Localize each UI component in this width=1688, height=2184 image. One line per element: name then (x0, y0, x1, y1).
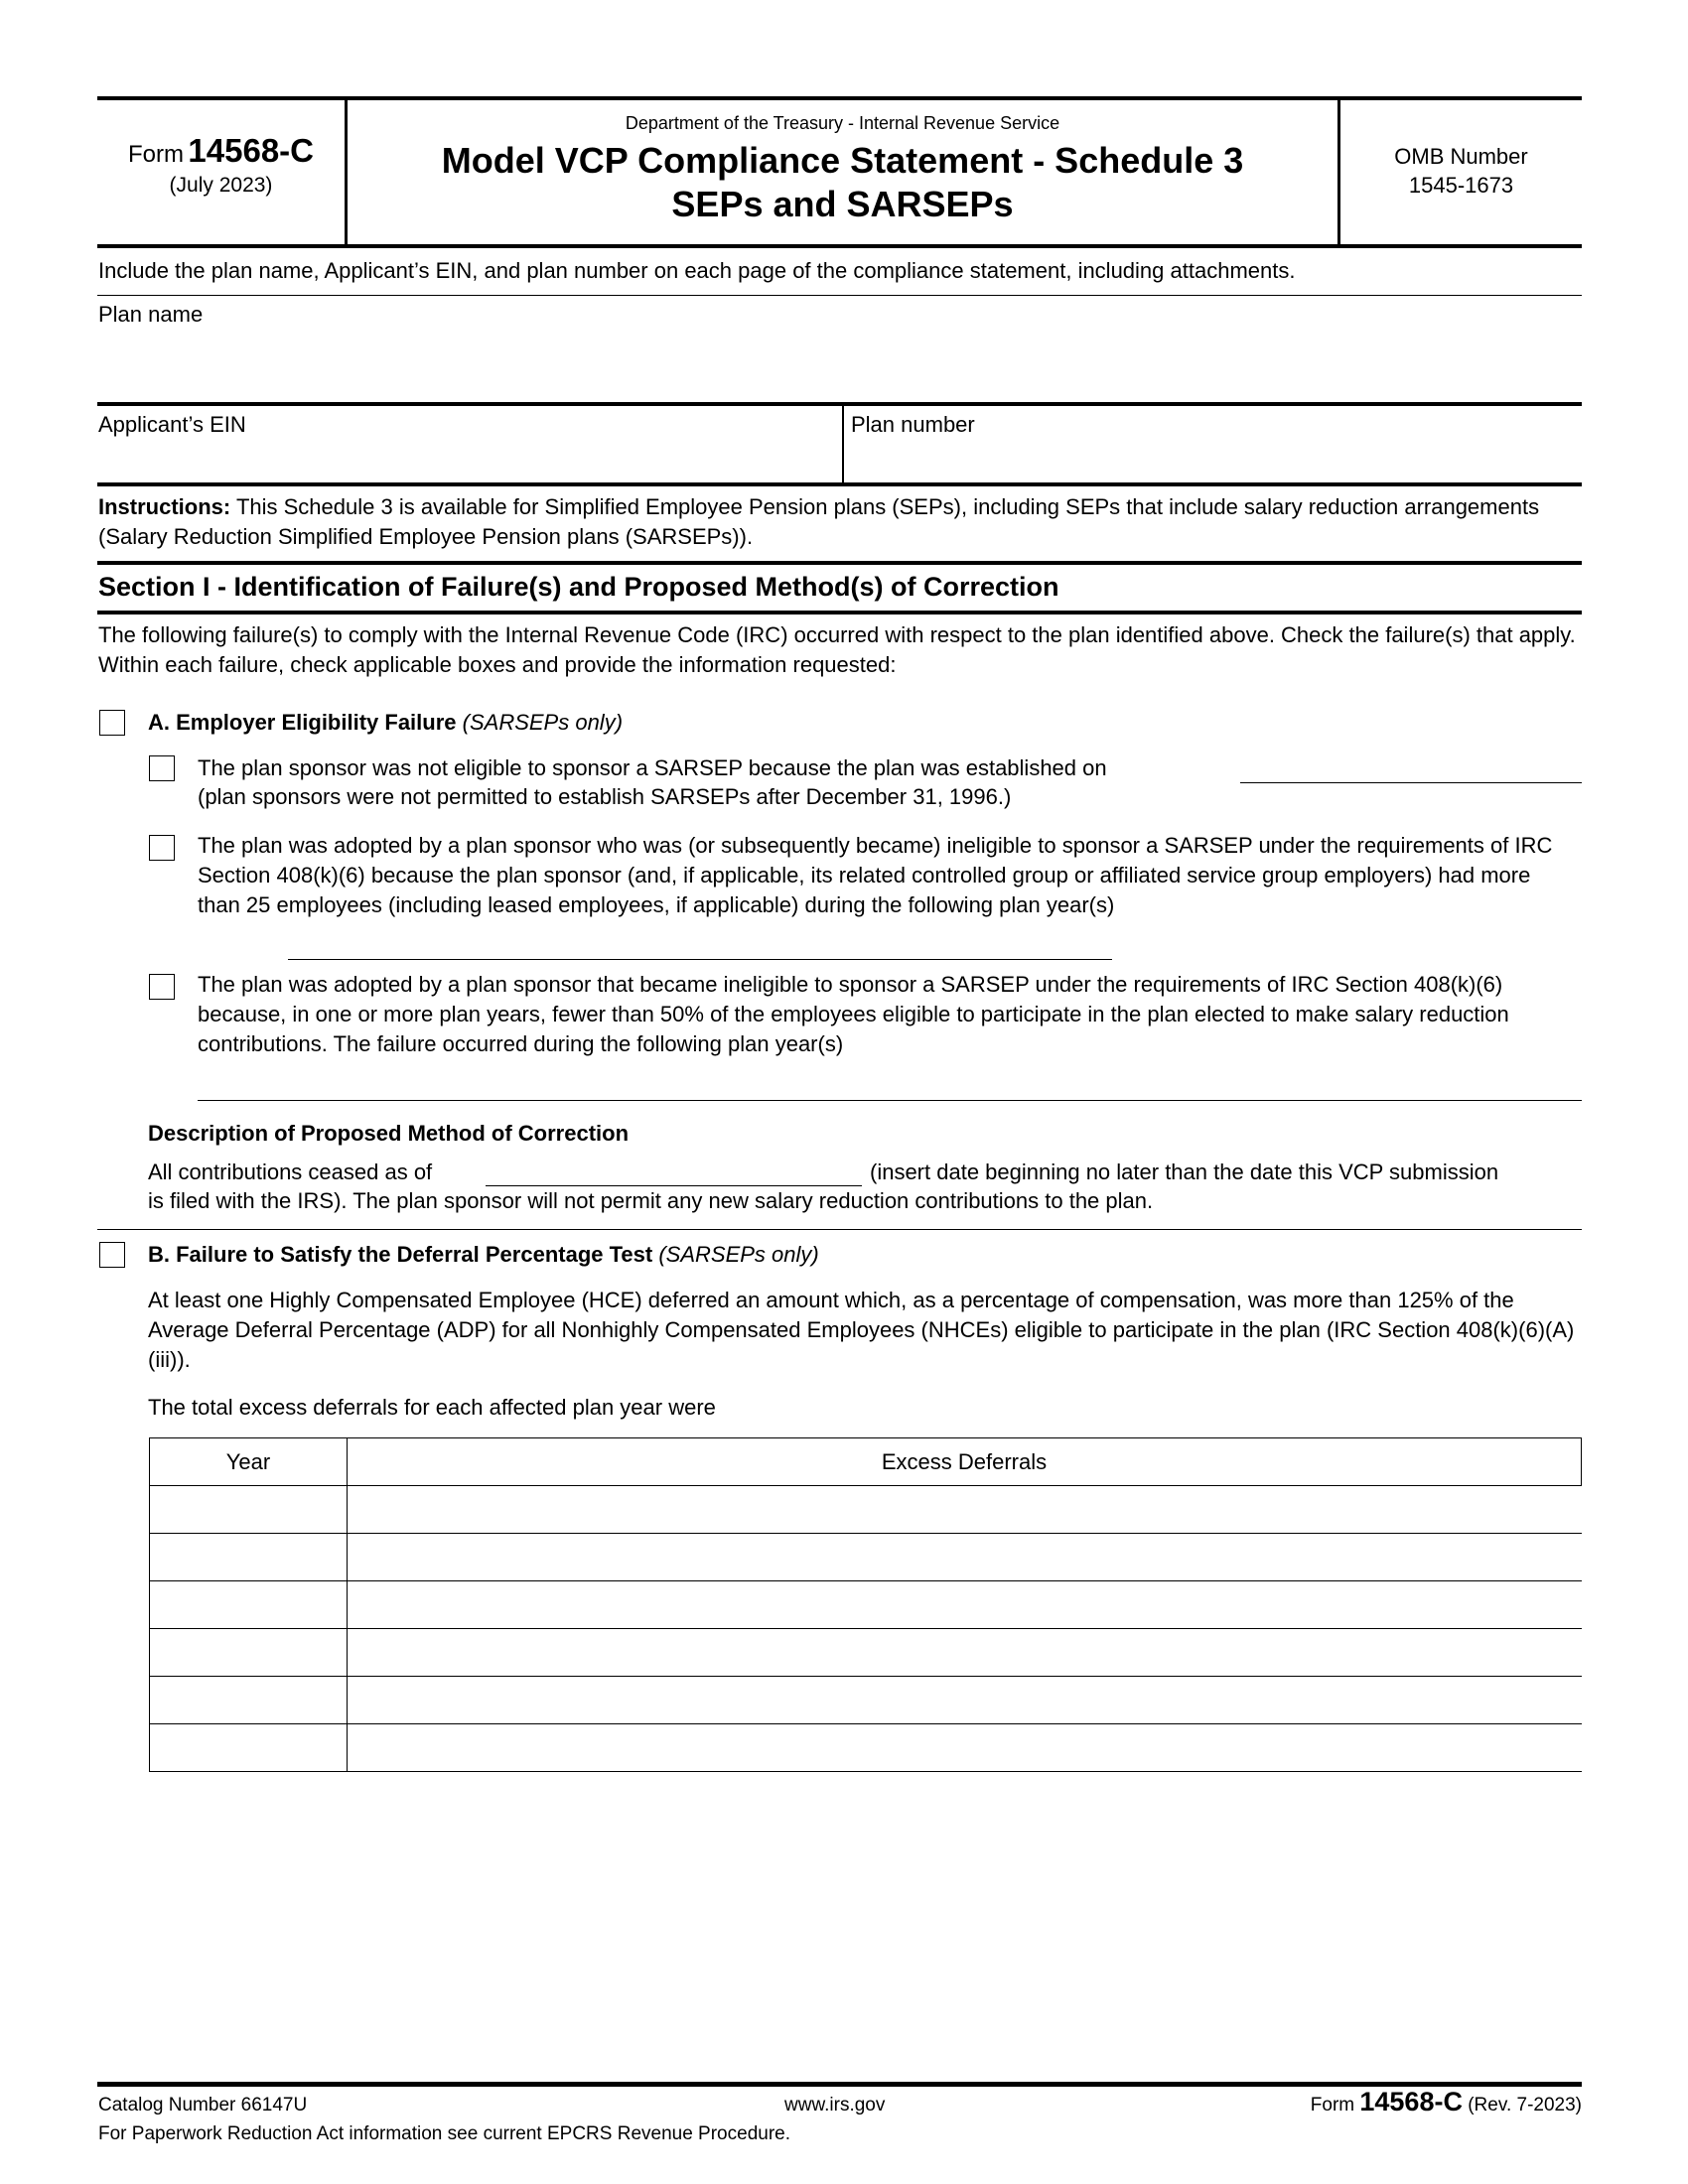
failure-a-checkbox[interactable] (99, 710, 125, 736)
form-title-line1: Model VCP Compliance Statement - Schedule 3 (441, 140, 1244, 181)
instructions-label: Instructions: (98, 494, 231, 519)
excess-deferrals-input[interactable] (348, 1677, 1582, 1724)
section1-title: Section I - Identification of Failure(s) and Proposed Method(s) of Correction (98, 572, 1059, 602)
established-date-input[interactable] (1240, 782, 1582, 783)
instructions-bottom-rule (97, 561, 1582, 565)
failure-a-option3-checkbox[interactable] (149, 974, 175, 1000)
failure-a-bottom-rule (97, 1229, 1582, 1230)
failure-b-description: At least one Highly Compensated Employee (HCE) deferred an amount which, as a percentage of compensation, was more than 125% of the Average Deferral Percentage (ADP) for all Nonhighly Compensated Employees (NHCEs) eligible to participate in the plan (IRC Section 408(k)(6)(A)(iii)). (148, 1288, 1575, 1372)
form-prefix: Form (127, 141, 184, 168)
ein-input[interactable] (97, 440, 840, 481)
correction-suffix: (insert date beginning no later than the date this VCP submission (870, 1160, 1499, 1184)
omb-block (1340, 142, 1582, 200)
form-title-line2: SEPs and SARSEPs (671, 184, 1014, 224)
table-header-row (150, 1438, 1582, 1486)
footer-form-id (1311, 2086, 1582, 2121)
table-row (150, 1486, 1582, 1534)
table-row (150, 1677, 1582, 1724)
title-block (348, 112, 1337, 226)
table-row (150, 1629, 1582, 1677)
year-input[interactable] (150, 1486, 348, 1534)
irs-website[interactable]: www.irs.gov (784, 2095, 886, 2116)
catalog-number: Catalog Number 66147U (98, 2095, 308, 2116)
footer-form-number: 14568-C (1359, 2087, 1463, 2116)
table-row (150, 1724, 1582, 1772)
year-input[interactable] (150, 1534, 348, 1581)
paperwork-notice: For Paperwork Reduction Act information see current EPCRS Revenue Procedure. (98, 2123, 790, 2144)
footer-form-prefix: Form (1310, 2095, 1355, 2116)
form-id-block (97, 132, 345, 198)
failure-a-heading (148, 708, 623, 737)
failure-b-checkbox[interactable] (99, 1242, 125, 1268)
year-input[interactable] (150, 1724, 348, 1772)
plan-name-bottom-rule (97, 402, 1582, 406)
excess-deferrals-input[interactable] (348, 1534, 1582, 1581)
failure-a-option2-text: The plan was adopted by a plan sponsor who was (or subsequently became) ineligible to sponsor a SARSEP under the requirements of IRC Section 408(k)(6) because the plan sponsor (and, if applicable, its related controlled group or affiliated service group employers) had more than 25 employees (including leased employees, if applicable) during the following plan year(s) (198, 833, 1553, 917)
excess-deferrals-input[interactable] (348, 1629, 1582, 1677)
table-row (150, 1581, 1582, 1629)
instructions-text: This Schedule 3 is available for Simplified Employee Pension plans (SEPs), including SEPs that include salary reduction arrangements (Salary Reduction Simplified Employee Pension plans (SARSEPs)). (98, 494, 1540, 549)
form-number: 14568-C (188, 132, 315, 169)
ein-plan-number-divider (842, 406, 844, 482)
correction-title: Description of Proposed Method of Correction (148, 1121, 630, 1146)
year-input[interactable] (150, 1581, 348, 1629)
excess-deferrals-input[interactable] (348, 1724, 1582, 1772)
failure-b-heading (148, 1240, 819, 1269)
failure-b-qualifier: (SARSEPs only) (658, 1242, 819, 1267)
excess-deferrals-input[interactable] (348, 1486, 1582, 1534)
ineligible-years-input[interactable] (288, 959, 1112, 960)
column-header-excess-deferrals: Excess Deferrals (348, 1438, 1582, 1486)
plan-name-label: Plan name (98, 302, 204, 327)
omb-number: 1545-1673 (1408, 173, 1514, 198)
footer-revision: (Rev. 7-2023) (1468, 2095, 1582, 2116)
failure-a-title: A. Employer Eligibility Failure (148, 710, 457, 735)
excess-table-intro: The total excess deferrals for each affected plan year were (148, 1395, 716, 1420)
ein-bottom-rule (97, 482, 1582, 486)
omb-label: OMB Number (1394, 144, 1528, 169)
correction-line2: is filed with the IRS). The plan sponsor will not permit any new salary reduction contributions to the plan. (148, 1188, 1154, 1213)
plan-number-input[interactable] (846, 440, 1581, 481)
table-row (150, 1534, 1582, 1581)
failure-a-option1-checkbox[interactable] (149, 755, 175, 781)
failure-a-option2-checkbox[interactable] (149, 835, 175, 861)
excess-deferrals-input[interactable] (348, 1581, 1582, 1629)
ein-label: Applicant’s EIN (98, 412, 246, 437)
failure-a-qualifier: (SARSEPs only) (462, 710, 624, 735)
failure-b-title: B. Failure to Satisfy the Deferral Percentage Test (148, 1242, 653, 1267)
header-top-rule (97, 96, 1582, 100)
excess-deferrals-table (149, 1437, 1582, 1772)
year-input[interactable] (150, 1629, 348, 1677)
plan-number-label: Plan number (851, 412, 975, 437)
instructions (98, 492, 1582, 552)
include-note-rule (97, 295, 1582, 296)
correction-prefix: All contributions ceased as of (148, 1160, 433, 1184)
section1-title-rule (97, 611, 1582, 614)
include-note: Include the plan name, Applicant’s EIN, and plan number on each page of the compliance statement, including attachments. (98, 258, 1296, 283)
section1-intro: The following failure(s) to comply with the Internal Revenue Code (IRC) occurred with respect to the plan identified above. Check the failure(s) that apply. Within each failure, check applicable boxes and provide the information requested: (98, 622, 1576, 677)
plan-name-input[interactable] (97, 330, 1582, 401)
header-bottom-rule (97, 244, 1582, 248)
department-name: Department of the Treasury - Internal Revenue Service (625, 113, 1060, 133)
participation-years-input[interactable] (198, 1100, 1582, 1101)
failure-a-option1-line2: (plan sponsors were not permitted to establish SARSEPs after December 31, 1996.) (198, 784, 1012, 809)
year-input[interactable] (150, 1677, 348, 1724)
form-date: (July 2023) (169, 174, 273, 197)
failure-a-option3-text: The plan was adopted by a plan sponsor that became ineligible to sponsor a SARSEP under the requirements of IRC Section 408(k)(6) because, in one or more plan years, fewer than 50% of the employees eligible to participate in the plan elected to make salary reduction contributions. The failure occurred during the following plan year(s) (198, 972, 1509, 1056)
failure-a-option1-line1: The plan sponsor was not eligible to sponsor a SARSEP because the plan was established on (198, 755, 1107, 780)
column-header-year: Year (150, 1438, 348, 1486)
